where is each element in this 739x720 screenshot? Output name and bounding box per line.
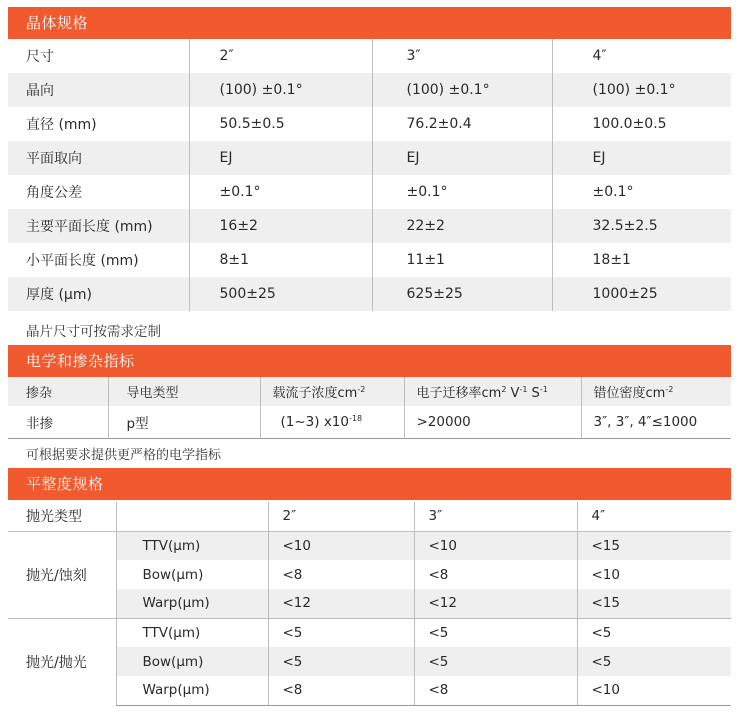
header-polish-type: 抛光类型 (8, 502, 116, 531)
table-row (8, 676, 731, 705)
cell: <5 (414, 647, 577, 676)
cell: (100) ±0.1° (552, 73, 731, 107)
table-row (8, 531, 731, 560)
row-label: 直径 (mm) (26, 117, 97, 133)
row-label: 晶向 (8, 73, 189, 107)
section-header-crystal: 晶体规格 (8, 7, 731, 39)
header-dislocation-density: 错位密度$cm^{-2}$ (581, 377, 731, 406)
table-row (8, 243, 731, 277)
cell: 32.5±2.5 (552, 209, 731, 243)
cell: 76.2±0.4 (372, 107, 552, 141)
cell: <5 (577, 618, 731, 647)
header-size: 3″ (414, 502, 577, 531)
table-header-row (8, 377, 731, 406)
cell: <8 (414, 676, 577, 705)
table-row (8, 107, 731, 141)
metric-label: Warp(μm) (116, 676, 268, 705)
cell: <15 (577, 531, 731, 560)
group-label: 抛光/抛光 (8, 618, 116, 705)
cell-electron-mobility: >20000 (404, 406, 581, 438)
table-row (8, 277, 731, 311)
group-label: 抛光/蚀刻 (26, 567, 87, 584)
cell: 500±25 (189, 277, 372, 311)
section-header-electrical: 电学和掺杂指标 (8, 345, 731, 377)
table-row (8, 560, 731, 589)
cell: EJ (189, 141, 372, 175)
cell: 3″ (372, 39, 552, 73)
table-row (8, 141, 731, 175)
cell: <10 (268, 531, 414, 560)
row-label: 角度公差 (26, 185, 82, 201)
cell: <5 (577, 647, 731, 676)
cell: 100.0±0.5 (552, 107, 731, 141)
metric-label: Bow(μm) (116, 647, 268, 676)
metric-label: TTV(μm) (116, 531, 268, 560)
header-carrier-concentration: 载流子浓度$cm^{-2}$ (260, 377, 404, 406)
cell-carrier-concentration: (1~3) $x10^{-18}$ (260, 406, 404, 438)
cell: 4″ (552, 39, 731, 73)
metric-label: Bow(μm) (116, 560, 268, 589)
cell: 8±1 (189, 243, 372, 277)
header-conductivity: 导电类型 (108, 377, 260, 406)
cell: <5 (414, 618, 577, 647)
row-label: 平面取向 (8, 141, 189, 175)
cell-doping: 非掺 (26, 415, 53, 432)
cell: <15 (577, 589, 731, 618)
cell-conductivity: p型 (108, 406, 260, 438)
header-size: 2″ (268, 502, 414, 531)
cell: (100) ±0.1° (189, 73, 372, 107)
cell: <12 (268, 589, 414, 618)
cell: EJ (372, 141, 552, 175)
cell: <5 (268, 618, 414, 647)
electrical-note: 可根据要求提供更严格的电学指标 (26, 448, 222, 463)
header-doping: 掺杂 (8, 377, 108, 406)
crystal-note: 晶片尺寸可按需求定制 (26, 324, 161, 340)
cell: EJ (552, 141, 731, 175)
flatness-spec-table (8, 502, 731, 706)
cell: 625±25 (372, 277, 552, 311)
cell: 1000±25 (552, 277, 731, 311)
cell: 18±1 (552, 243, 731, 277)
row-label: 主要平面长度 (mm) (8, 209, 189, 243)
row-label: 尺寸 (26, 49, 54, 65)
cell: <8 (268, 560, 414, 589)
section-header-flatness: 平整度规格 (8, 468, 731, 500)
cell: (100) ±0.1° (372, 73, 552, 107)
row-label: 小平面长度 (mm) (26, 253, 139, 269)
table-row (8, 39, 731, 73)
cell: <12 (414, 589, 577, 618)
table-row (8, 175, 731, 209)
table-row (8, 647, 731, 676)
table-row (8, 209, 731, 243)
cell: <10 (577, 676, 731, 705)
row-label: 厚度 (μm) (8, 277, 189, 311)
cell: ±0.1° (189, 175, 372, 209)
cell: ±0.1° (372, 175, 552, 209)
table-row (8, 618, 731, 647)
cell: 22±2 (372, 209, 552, 243)
cell: <8 (414, 560, 577, 589)
header-empty (116, 502, 268, 531)
cell: ±0.1° (552, 175, 731, 209)
cell: <5 (268, 647, 414, 676)
electrical-spec-table (8, 377, 731, 439)
cell: <8 (268, 676, 414, 705)
cell-dislocation-density: 3″, 3″, 4″≤1000 (581, 406, 731, 438)
cell: <10 (414, 531, 577, 560)
table-row (8, 589, 731, 618)
table-row (8, 73, 731, 107)
crystal-spec-table (8, 39, 731, 311)
table-header-row (8, 502, 731, 531)
table-row (8, 406, 731, 438)
cell: 2″ (189, 39, 372, 73)
cell: 50.5±0.5 (189, 107, 372, 141)
metric-label: TTV(μm) (116, 618, 268, 647)
metric-label: Warp(μm) (116, 589, 268, 618)
header-size: 4″ (577, 502, 731, 531)
cell: <10 (577, 560, 731, 589)
cell: 11±1 (372, 243, 552, 277)
header-electron-mobility: 电子迁移率$cm^2$ $V^{-1}$ $S^{-1}$ (404, 377, 581, 406)
cell: 16±2 (189, 209, 372, 243)
